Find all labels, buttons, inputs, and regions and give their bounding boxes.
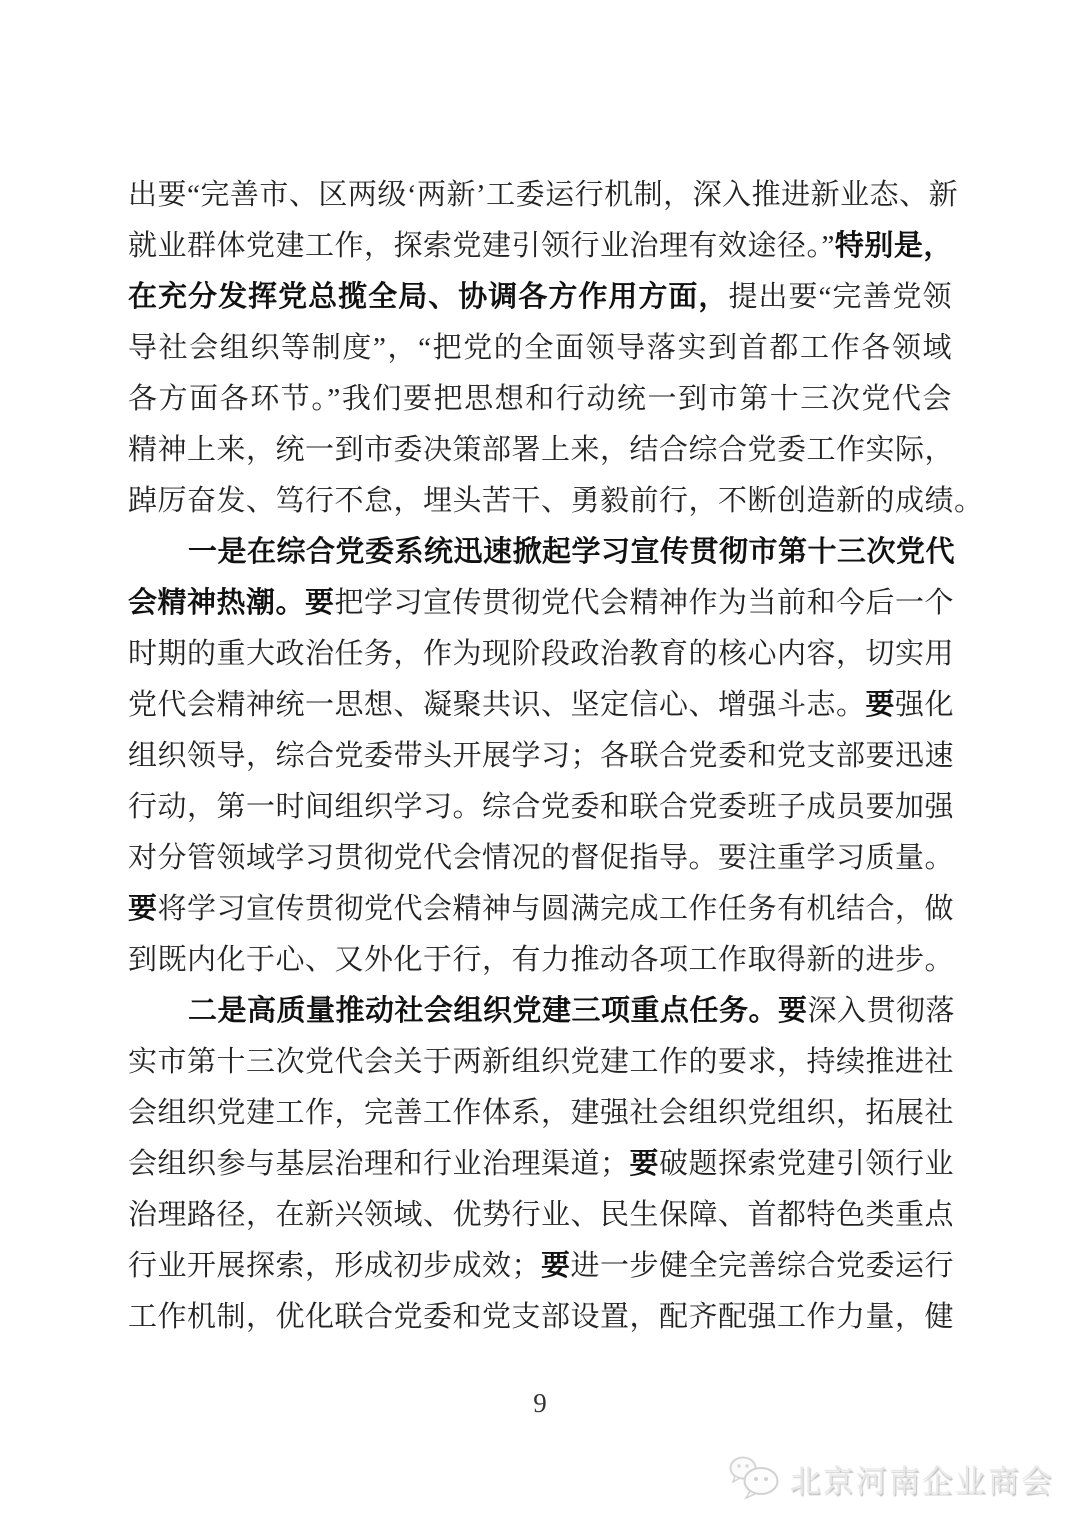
text-segment: 踔厉奋发、笃行不怠，埋头苦干、勇毅前行，不断创造新的成绩。: [128, 485, 984, 517]
text-line: [128, 1292, 955, 1343]
text-segment: 破题探索党建引领行业: [659, 1148, 955, 1180]
text-segment: 治理路径，在新兴领域、优势行业、民生保障、首都特色类重点: [128, 1199, 955, 1231]
text-line: [128, 1190, 955, 1241]
text-line: [128, 680, 955, 731]
wechat-icon: [728, 1455, 782, 1501]
footer-watermark: [728, 1453, 1054, 1503]
text-segment: 到既内化于心、又外化于行，有力推动各项工作取得新的进步。: [128, 944, 955, 976]
text-segment: 组织领导，综合党委带头开展学习；各联合党委和党支部要迅速: [128, 740, 955, 772]
text-line: [128, 782, 955, 833]
text-segment: 出要“完善市、区两级‘两新’工委运行机制，深入推进新业态、新: [128, 179, 959, 211]
document-body: [128, 170, 984, 1343]
footer-brand-label: 北京河南企业商会: [790, 1463, 1054, 1499]
text-segment: 党代会精神统一思想、凝聚共识、坚定信心、增强斗志。: [128, 689, 866, 721]
text-segment: 提出要“完善党领: [728, 281, 952, 313]
text-segment: 行动，第一时间组织学习。综合党委和联合党委班子成员要加强: [128, 791, 955, 823]
text-segment: 精神上来，统一到市委决策部署上来，结合综合党委工作实际，: [128, 434, 955, 466]
bold-text-segment: 要: [541, 1250, 571, 1282]
text-line: [128, 1139, 955, 1190]
bold-text-segment: 会精神热潮。要: [128, 587, 335, 619]
text-segment: 实市第十三次党代会关于两新组织党建工作的要求，持续推进社: [128, 1046, 955, 1078]
text-line: [128, 272, 952, 323]
text-line: [128, 170, 959, 221]
text-line: [128, 323, 952, 374]
text-line: [128, 833, 955, 884]
text-line: [128, 1037, 955, 1088]
text-line: [128, 731, 955, 782]
text-line: [128, 374, 952, 425]
text-segment: 时期的重大政治任务，作为现阶段政治教育的核心内容，切实用: [128, 638, 955, 670]
text-line: [128, 425, 955, 476]
text-segment: 会组织参与基层治理和行业治理渠道；: [128, 1148, 630, 1180]
text-segment: 深入贯彻落: [807, 995, 956, 1027]
text-line: [128, 527, 956, 578]
text-line: [128, 221, 952, 272]
bold-text-segment: 在充分发挥党总揽全局、协调各方作用方面，: [128, 281, 729, 313]
text-segment: 进一步健全完善综合党委运行: [570, 1250, 955, 1282]
text-line: [128, 884, 955, 935]
page-number: 9: [533, 1388, 547, 1418]
text-segment: 把学习宣传贯彻党代会精神作为当前和今后一个: [334, 587, 955, 619]
text-segment: 行业开展探索，形成初步成效；: [128, 1250, 542, 1282]
bold-text-segment: 一是在综合党委系统迅速掀起学习宣传贯彻市第十三次党代: [188, 536, 956, 568]
text-line: [128, 986, 956, 1037]
text-segment: 强化: [895, 689, 955, 721]
bold-text-segment: 要: [629, 1148, 660, 1180]
text-line: [128, 629, 955, 680]
text-segment: 将学习宣传贯彻党代会精神与圆满完成工作任务有机结合，做: [157, 893, 955, 925]
text-segment: 会组织党建工作，完善工作体系，建强社会组织党组织，拓展社: [128, 1097, 955, 1129]
text-segment: 就业群体党建工作，探索党建引领行业治理有效途径。”: [128, 230, 835, 262]
text-line: [128, 578, 955, 629]
text-line: [128, 935, 955, 986]
text-segment: 各方面各环节。”我们要把思想和行动统一到市第十三次党代会: [128, 383, 952, 415]
text-line: [128, 1241, 955, 1292]
bold-text-segment: 要: [128, 893, 158, 925]
bold-text-segment: 二是高质量推动社会组织党建三项重点任务。要: [188, 995, 808, 1027]
text-segment: 对分管领域学习贯彻党代会情况的督促指导。要注重学习质量。: [128, 842, 955, 874]
text-line: [128, 1088, 955, 1139]
text-line: [128, 476, 984, 527]
bold-text-segment: 要: [865, 689, 896, 721]
text-segment: 导社会组织等制度”，“把党的全面领导落实到首都工作各领域: [128, 332, 952, 364]
text-segment: 工作机制，优化联合党委和党支部设置，配齐配强工作力量，健: [128, 1301, 955, 1333]
bold-text-segment: 特别是，: [834, 230, 953, 262]
